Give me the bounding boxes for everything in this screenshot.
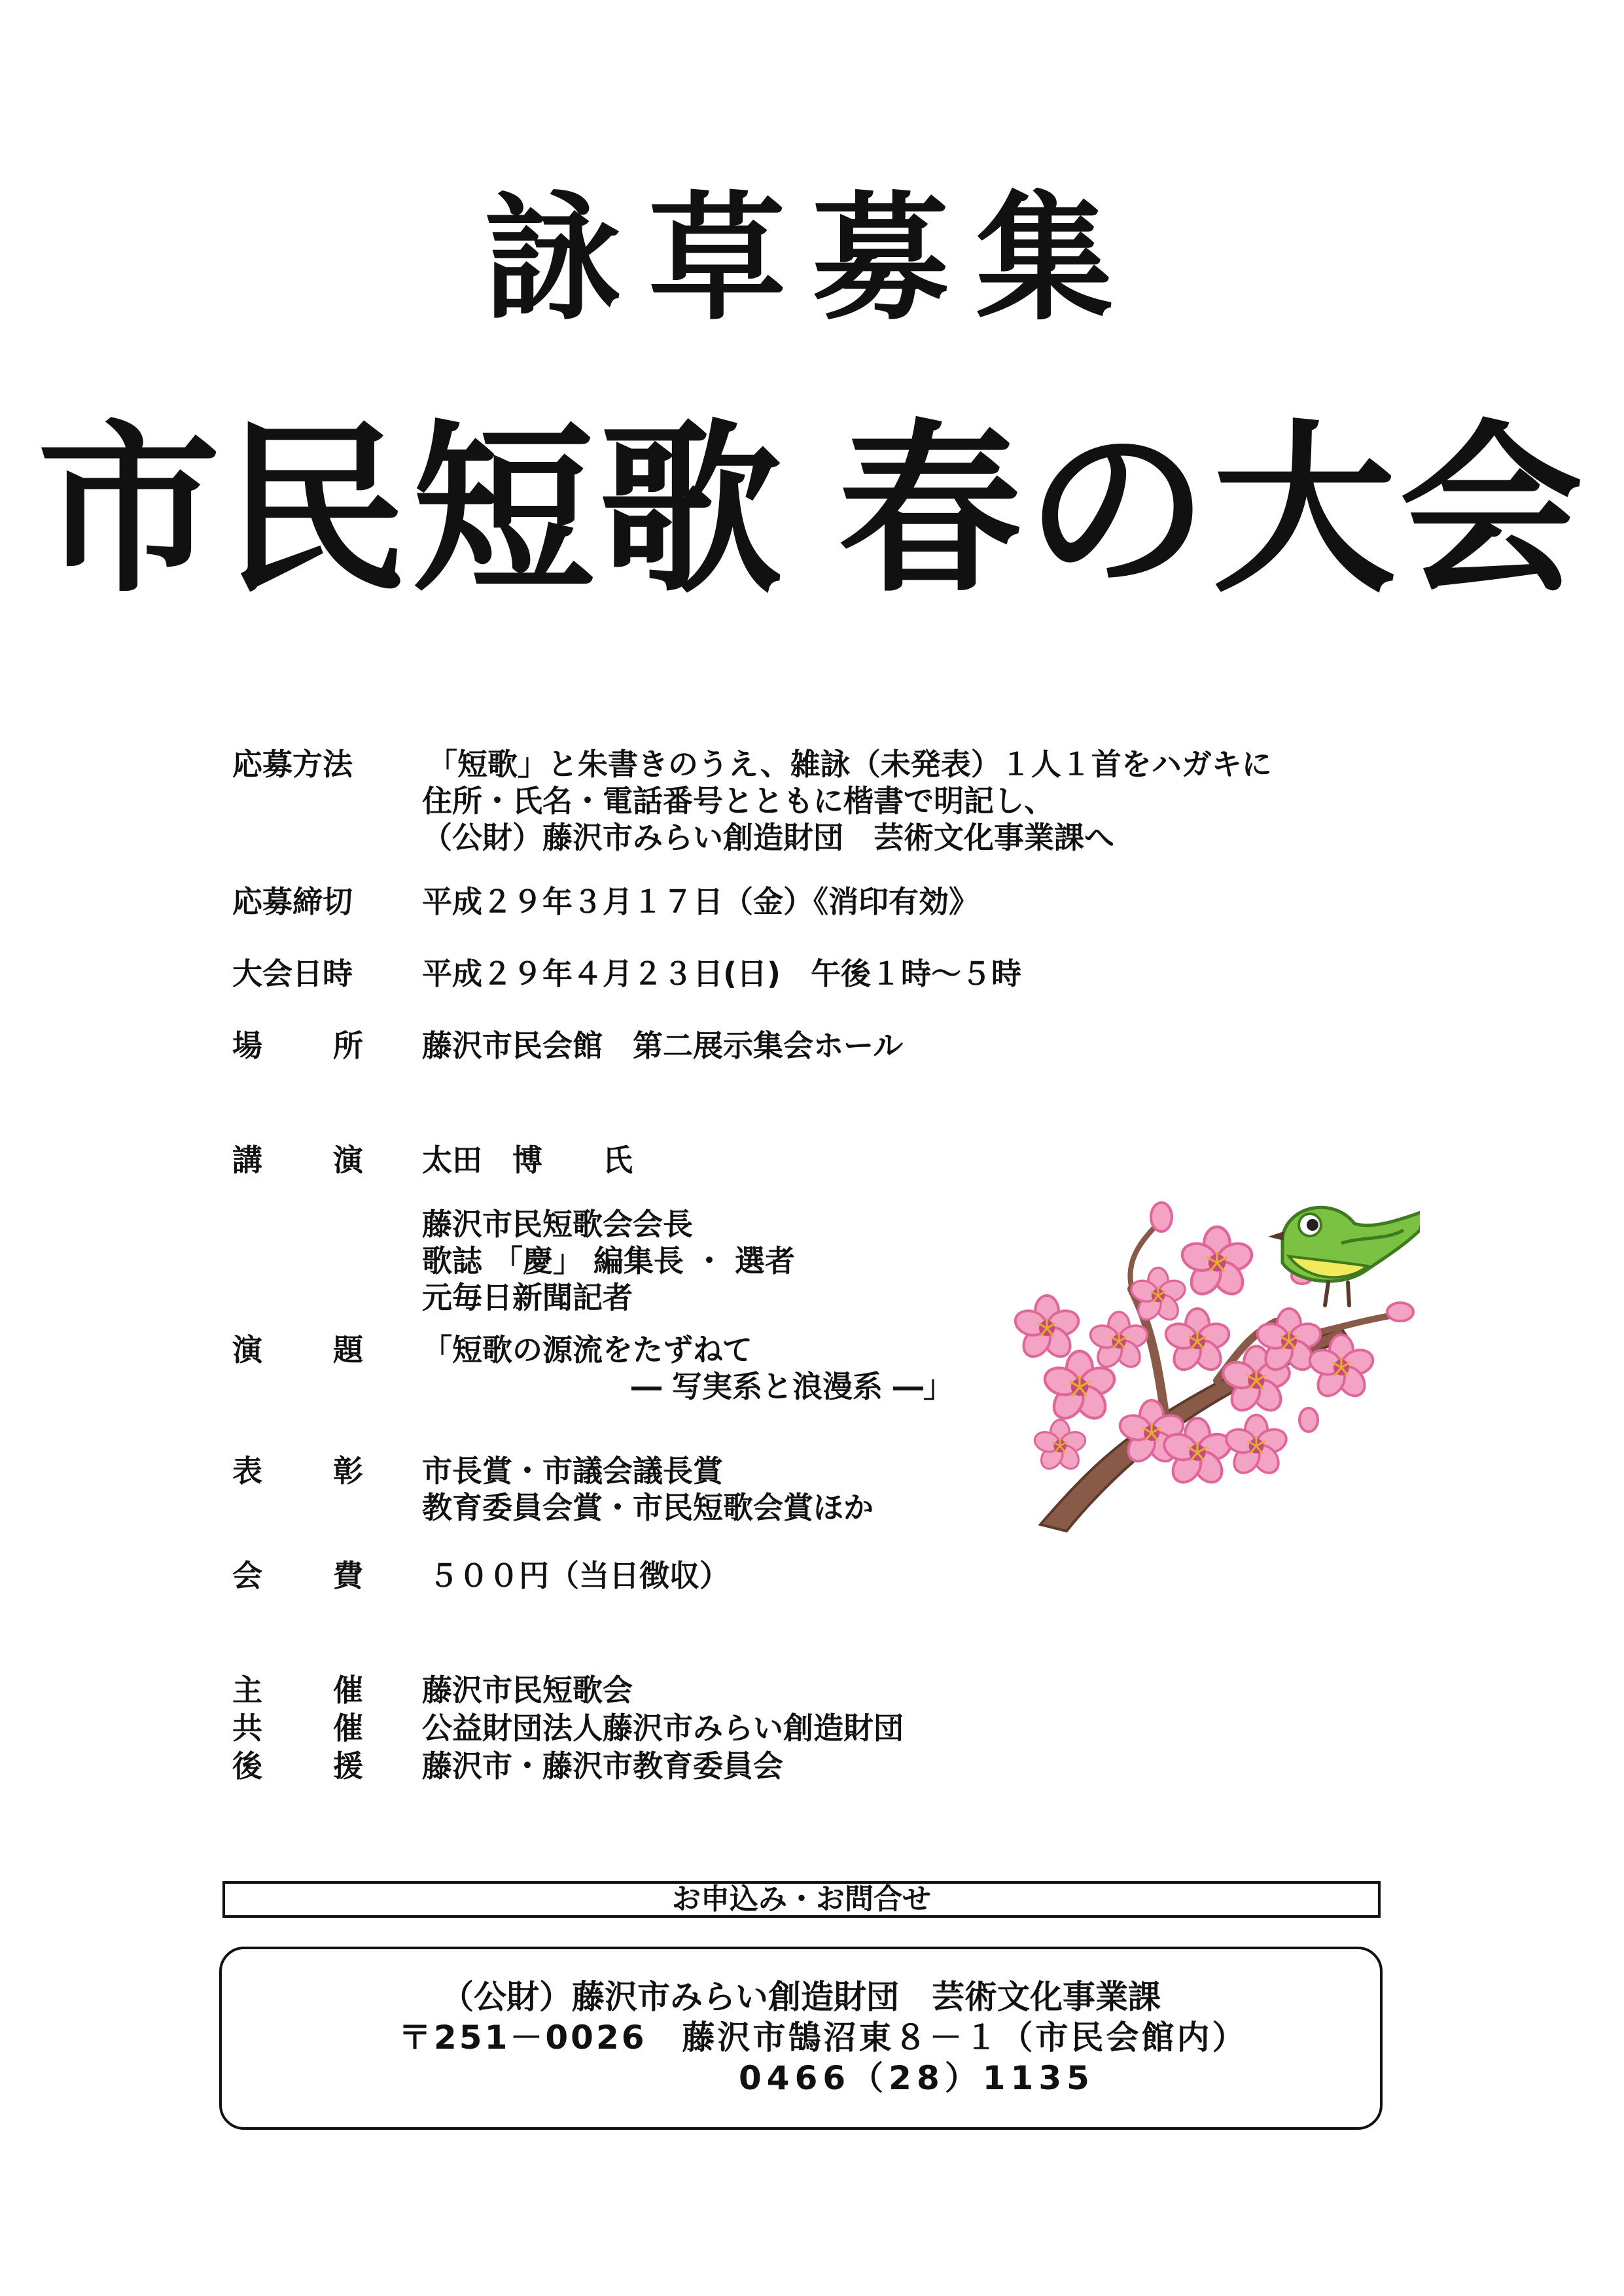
method-label: 応募方法 xyxy=(232,747,353,782)
topic-line-2: ― 写実系と浪漫系 ―」 xyxy=(631,1369,954,1404)
host-label-char-1: 主 xyxy=(232,1672,262,1708)
date-label: 大会日時 xyxy=(232,956,353,991)
venue-value: 藤沢市民会館 第二展示集会ホール xyxy=(422,1028,904,1063)
deadline-label: 応募締切 xyxy=(232,884,353,919)
bird-on-cherry-blossom-branch-icon xyxy=(1001,1171,1420,1538)
lecturer-title-1: 藤沢市民短歌会会長 xyxy=(422,1207,693,1242)
lecturer-name: 太田 博 氏 xyxy=(422,1142,633,1178)
title-line-2-part-b: 春の大会 xyxy=(838,402,1587,618)
lecturer-title-3: 元毎日新聞記者 xyxy=(422,1280,633,1315)
fee-label xyxy=(232,1557,363,1594)
topic-label-char-2: 題 xyxy=(333,1332,363,1368)
inquiry-heading: お申込み・お問合せ xyxy=(222,1881,1381,1918)
support-label-char-1: 後 xyxy=(232,1748,262,1784)
cohost-label-char-1: 共 xyxy=(232,1710,262,1746)
title-line-2 xyxy=(0,402,1624,618)
lecture-value xyxy=(422,1142,795,1316)
host-value: 藤沢市民短歌会 xyxy=(422,1672,633,1708)
cohost-value: 公益財団法人藤沢市みらい創造財団 xyxy=(422,1710,904,1746)
fee-label-char-1: 会 xyxy=(232,1558,262,1593)
support-value: 藤沢市・藤沢市教育委員会 xyxy=(422,1748,783,1784)
title-line-2-part-a: 市民短歌 xyxy=(37,402,786,618)
lecturer-title-2: 歌誌 「慶」 編集長 ・ 選者 xyxy=(422,1243,796,1279)
title-line-1: 詠草募集 xyxy=(484,177,1139,339)
contact-box xyxy=(219,1947,1383,2130)
fee-value: ５００円（当日徴収） xyxy=(429,1558,730,1593)
award-line-1: 市長賞・市議会議長賞 xyxy=(422,1453,723,1489)
award-label-char-1: 表 xyxy=(232,1453,262,1489)
award-value xyxy=(422,1453,874,1526)
contact-address: 〒251－0026 藤沢市鵠沼東８－１（市民会館内） xyxy=(398,2019,1248,2057)
method-line-3: （公財）藤沢市みらい創造財団 芸術文化事業課へ xyxy=(422,820,1114,855)
cohost-label-char-2: 催 xyxy=(333,1710,363,1746)
venue-label-char-1: 場 xyxy=(232,1028,262,1063)
method-line-1: 「短歌」と朱書きのうえ、雑詠（未発表）１人１首をハガキに xyxy=(427,747,1272,782)
award-label xyxy=(232,1453,363,1489)
topic-label xyxy=(232,1332,363,1368)
topic-line-1: 「短歌の源流をたずねて xyxy=(422,1332,752,1368)
contact-organization: （公財）藤沢市みらい創造財団 芸術文化事業課 xyxy=(441,1978,1161,2016)
venue-label xyxy=(232,1027,363,1064)
deadline-value: 平成２９年３月１７日（金）《消印有効》 xyxy=(422,884,979,919)
cohost-label xyxy=(232,1710,363,1746)
topic-value xyxy=(422,1332,953,1405)
method-value xyxy=(422,746,1272,856)
award-label-char-2: 彰 xyxy=(333,1453,363,1489)
topic-label-char-1: 演 xyxy=(232,1332,262,1368)
venue-label-char-2: 所 xyxy=(333,1028,363,1063)
support-label-char-2: 援 xyxy=(333,1748,363,1784)
lecture-label-char-2: 演 xyxy=(333,1142,363,1178)
contact-phone: 0466（28）1135 xyxy=(739,2059,1095,2097)
award-line-2: 教育委員会賞・市民短歌会賞ほか xyxy=(422,1490,874,1525)
method-line-2: 住所・氏名・電話番号とともに楷書で明記し、 xyxy=(422,783,1054,819)
host-label-char-2: 催 xyxy=(333,1672,363,1708)
fee-label-char-2: 費 xyxy=(333,1558,363,1593)
lecture-label xyxy=(232,1142,363,1178)
support-label xyxy=(232,1748,363,1784)
host-label xyxy=(232,1672,363,1708)
lecture-label-char-1: 講 xyxy=(232,1142,262,1178)
date-value: 平成２９年４月２３日(日) 午後１時～５時 xyxy=(422,956,1022,991)
